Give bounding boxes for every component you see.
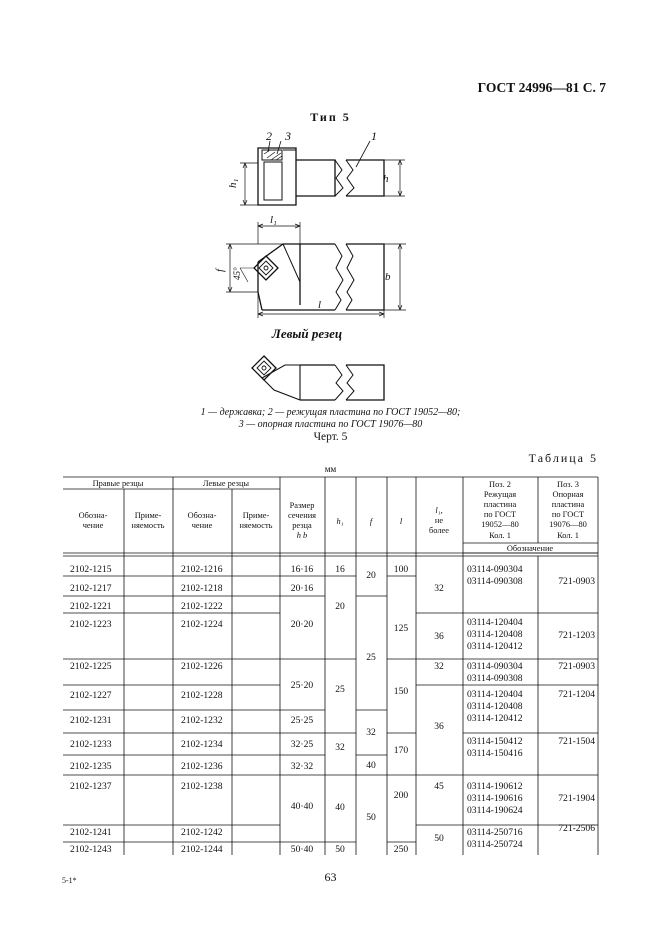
pos2-7a: 03114-250716: [467, 827, 523, 838]
head-l1-3: более: [429, 526, 449, 535]
pos2-1a: 03114-090304: [467, 564, 523, 575]
l-1: 100: [393, 564, 409, 575]
dim-h: h: [383, 173, 389, 185]
head-designation-l-1: Обозна-: [187, 511, 217, 520]
right-designation-2: 2102-1217: [70, 583, 112, 594]
pos2-2b: 03114-120408: [467, 629, 523, 640]
head-l1-2: не: [434, 516, 444, 525]
section-2: 20·16: [290, 583, 314, 594]
right-designation-7: 2102-1231: [70, 715, 112, 726]
caption-line-2: 3 — опорная пластина по ГОСТ 19076—80: [238, 419, 423, 430]
caption-line-1: 1 — державка; 2 — режущая пластина по ГОСТ 19052—80;: [200, 407, 461, 418]
section-3: 20·20: [290, 619, 314, 630]
head-pos2-1: Поз. 2: [489, 480, 511, 489]
pos2-6b: 03114-190616: [467, 793, 523, 804]
section-6: 32·25: [290, 739, 314, 750]
l1-6: 50: [434, 833, 444, 844]
right-designation-5: 2102-1225: [70, 661, 112, 672]
head-pos2-5: 19052—80: [481, 520, 519, 529]
table-title: Таблица 5: [528, 451, 598, 465]
h1-6: 50: [335, 844, 345, 855]
head-l: l: [399, 517, 403, 526]
left-designation-5: 2102-1226: [181, 661, 223, 672]
l1-3: 32: [434, 661, 444, 672]
left-designation-9: 2102-1236: [181, 761, 223, 772]
right-designation-12: 2102-1243: [70, 844, 112, 855]
head-pos3-4: по ГОСТ: [551, 510, 585, 519]
head-applic-l-2: няемость: [239, 521, 273, 530]
h1-2: 20: [335, 601, 345, 612]
l-3: 150: [393, 686, 409, 697]
pos3-5: 721-1504: [558, 736, 595, 747]
head-h1: h₁: [336, 517, 344, 526]
pos2-6c: 03114-190624: [467, 805, 523, 816]
callout-1: 1: [371, 129, 377, 143]
head-pos2-4: по ГОСТ: [483, 510, 517, 519]
head-l1-1: l₁,: [435, 506, 443, 515]
l1-1: 32: [434, 583, 444, 594]
left-designation-11: 2102-1242: [181, 827, 223, 838]
h1-5: 40: [335, 802, 345, 813]
pos3-3: 721-0903: [558, 661, 595, 672]
f-5: 50: [366, 812, 376, 823]
head-pos3-6: Кол. 1: [557, 531, 579, 540]
head-applic-r-1: Приме-: [134, 511, 162, 520]
head-pos2-2: Режущая: [483, 490, 517, 499]
left-designation-2: 2102-1218: [181, 583, 223, 594]
head-left-cutters: Левые резцы: [202, 479, 250, 488]
head-pos3-3: пластина: [551, 500, 585, 509]
left-cutter-title: Левый резец: [271, 326, 343, 341]
l1-5: 45: [434, 781, 444, 792]
head-right-cutters: Правые резцы: [92, 479, 144, 488]
head-designation-r-1: Обозна-: [78, 511, 108, 520]
head-applic-l-1: Приме-: [242, 511, 270, 520]
pos2-2a: 03114-120404: [467, 617, 523, 628]
left-designation-4: 2102-1224: [181, 619, 223, 630]
dim-l: l: [318, 299, 322, 311]
head-applic-r-2: няемость: [131, 521, 165, 530]
pos3-2: 721-1203: [558, 630, 595, 641]
l-5: 200: [393, 790, 409, 801]
l1-2: 36: [434, 631, 444, 642]
l1-4: 36: [434, 721, 444, 732]
table-unit: мм: [324, 464, 337, 474]
pos3-4: 721-1204: [558, 689, 595, 700]
footer-signature: 5-1*: [62, 876, 77, 885]
right-designation-3: 2102-1221: [70, 601, 112, 612]
section-1: 16·16: [290, 564, 314, 575]
head-section-1: Размер: [289, 501, 315, 510]
dim-b: b: [385, 271, 391, 283]
right-designation-4: 2102-1223: [70, 619, 112, 630]
right-designation-6: 2102-1227: [70, 690, 112, 701]
l-6: 250: [393, 844, 409, 855]
l-4: 170: [393, 745, 409, 756]
pos2-7b: 03114-250724: [467, 839, 523, 850]
h1-4: 32: [335, 742, 345, 753]
head-pos2-3: пластина: [483, 500, 517, 509]
pos2-5a: 03114-150412: [467, 736, 523, 747]
head-pos3-5: 19076—80: [549, 520, 587, 529]
pos2-4b: 03114-120408: [467, 701, 523, 712]
dim-angle: 45°: [232, 267, 242, 280]
left-designation-6: 2102-1228: [181, 690, 223, 701]
drawing-type-title: Тип 5: [310, 110, 351, 124]
dim-f: f: [214, 268, 226, 272]
pos2-1b: 03114-090308: [467, 576, 523, 587]
figure-label: Черт. 5: [313, 431, 348, 443]
head-pos3-1: Поз. 3: [557, 480, 579, 489]
page-header: ГОСТ 24996—81 С. 7: [477, 80, 606, 95]
head-designation-r-2: чение: [82, 521, 104, 530]
left-designation-10: 2102-1238: [181, 781, 223, 792]
head-section-4: h b: [296, 531, 308, 540]
pos3-1: 721-0903: [558, 576, 595, 587]
right-designation-8: 2102-1233: [70, 739, 112, 750]
left-designation-12: 2102-1244: [181, 844, 223, 855]
pos2-4a: 03114-120404: [467, 689, 523, 700]
head-designation-sub: Обозначение: [506, 544, 554, 553]
h1-1: 16: [335, 564, 345, 575]
right-designation-9: 2102-1235: [70, 761, 112, 772]
left-designation-1: 2102-1216: [181, 564, 223, 575]
pos3-7: 721-2506: [558, 823, 595, 834]
f-3: 32: [366, 727, 376, 738]
pos2-3b: 03114-090308: [467, 673, 523, 684]
callout-2: 2: [266, 129, 272, 143]
left-designation-8: 2102-1234: [181, 739, 223, 750]
pos2-2c: 03114-120412: [467, 641, 523, 652]
head-pos2-6: Кол. 1: [489, 531, 511, 540]
left-designation-7: 2102-1232: [181, 715, 223, 726]
right-designation-1: 2102-1215: [70, 564, 112, 575]
pos2-3a: 03114-090304: [467, 661, 523, 672]
head-section-2: сечения: [287, 511, 317, 520]
pos3-6: 721-1904: [558, 793, 595, 804]
dim-l1: l₁: [270, 214, 277, 226]
f-1: 20: [366, 570, 376, 581]
f-2: 25: [366, 652, 376, 663]
dim-h1: h₁: [227, 178, 239, 188]
head-pos3-2: Опорная: [552, 490, 584, 499]
pos2-6a: 03114-190612: [467, 781, 523, 792]
right-designation-11: 2102-1241: [70, 827, 112, 838]
callout-3: 3: [285, 129, 291, 143]
pos2-5b: 03114-150416: [467, 748, 523, 759]
left-designation-3: 2102-1222: [181, 601, 223, 612]
l-2: 125: [393, 623, 409, 634]
f-4: 40: [366, 760, 376, 771]
section-5: 25·25: [290, 715, 314, 726]
section-9: 50·40: [290, 844, 314, 855]
pos2-4c: 03114-120412: [467, 713, 523, 724]
h1-3: 25: [335, 684, 345, 695]
head-f: f: [369, 517, 373, 526]
right-designation-10: 2102-1237: [70, 781, 112, 792]
head-designation-l-2: чение: [191, 521, 213, 530]
section-7: 32·32: [290, 761, 314, 772]
section-4: 25·20: [290, 680, 314, 691]
section-8: 40·40: [290, 801, 314, 812]
head-section-3: резца: [292, 521, 312, 530]
page-number: 63: [324, 870, 337, 884]
